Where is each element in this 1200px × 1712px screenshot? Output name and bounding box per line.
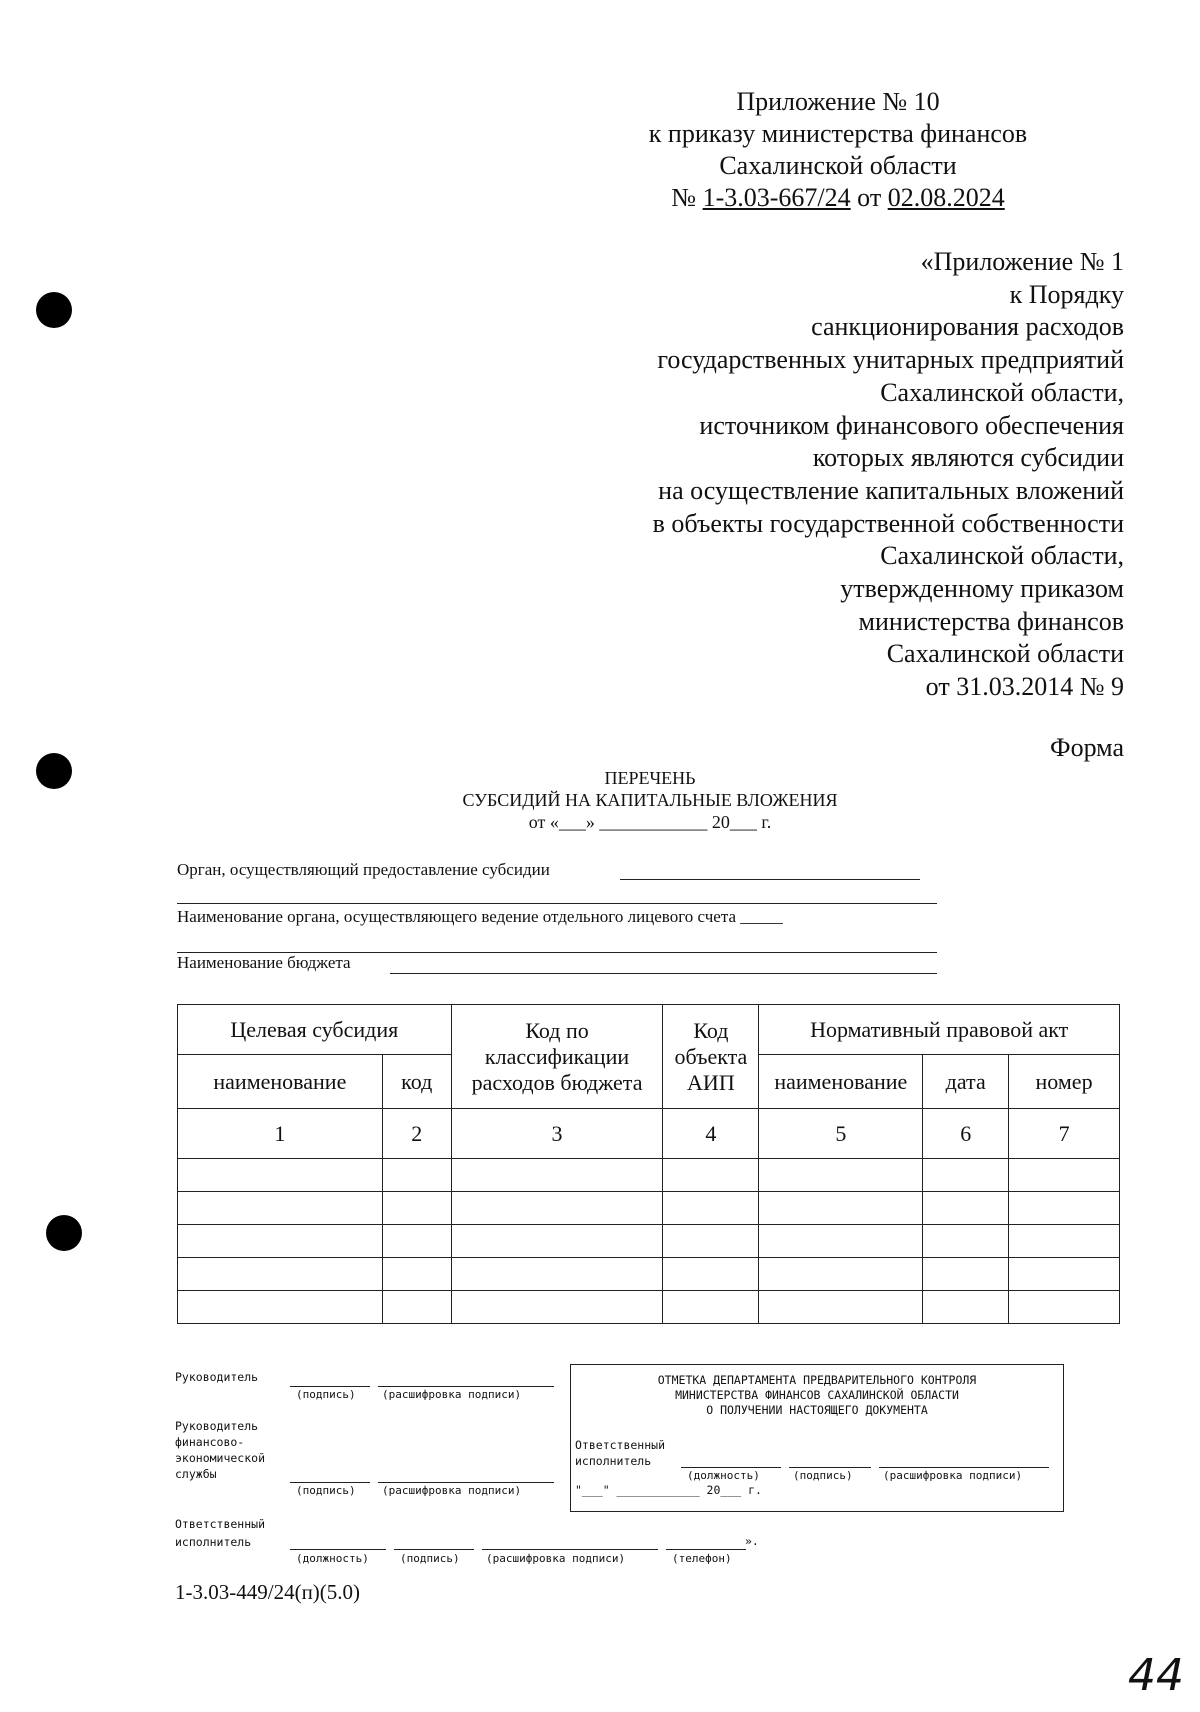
header-line-1: Приложение № 10 [736,87,940,116]
executor-sign-caption: (подпись) [400,1552,460,1565]
document-title [400,767,900,833]
fin-sign-line[interactable] [290,1482,370,1483]
budget-line[interactable] [390,973,937,974]
appendix-block [524,246,1124,704]
title-line-1: ПЕРЕЧЕНЬ [604,768,696,788]
fin-sign-caption: (подпись) [296,1484,356,1497]
stamp-decode-caption: (расшифровка подписи) [883,1469,1023,1482]
column-number: 6 [923,1109,1009,1159]
table-row [178,1258,1120,1291]
stamp-executor-label: Ответственный исполнитель [575,1438,666,1468]
appendix-line: к Порядку [1009,279,1124,309]
executor-label: Ответственный исполнитель [175,1517,266,1549]
handwritten-page-number: 44 [1128,1650,1184,1701]
appendix-line: санкционирования расходов [811,312,1124,342]
header-npa-name: наименование [759,1055,923,1109]
appendix-line: Сахалинской области, [880,541,1124,571]
organ-label: Орган, осуществляющий предоставление субсидии [177,860,550,879]
stamp-position-line[interactable] [681,1467,781,1468]
appendix-line: которых являются субсидии [812,443,1124,473]
stamp-box [570,1364,1064,1512]
appendix-line: министерства финансов [858,606,1124,636]
head-sign-caption: (подпись) [296,1388,356,1401]
stamp-date-line: "___" ____________ 20___ г. [575,1483,762,1497]
header-line-2: к приказу министерства финансов [648,119,1028,148]
document-code: 1-3.03-449/24(п)(5.0) [175,1580,361,1604]
appendix-line: на осуществление капитальных вложений [658,475,1124,505]
executor-decode-caption: (расшифровка подписи) [486,1552,626,1565]
executor-phone-line[interactable] [666,1549,746,1550]
head-decode-caption: (расшифровка подписи) [382,1388,522,1401]
punch-hole-middle [36,753,72,789]
title-date-line: от «___» ____________ 20___ г. [528,812,772,832]
column-number: 2 [382,1109,451,1159]
executor-position-caption: (должность) [296,1552,369,1565]
punch-hole-bottom [46,1215,82,1251]
table-row [178,1291,1120,1324]
organ-line[interactable] [620,879,920,880]
table-row [178,1192,1120,1225]
header-aip: Код объекта АИП [663,1005,759,1109]
appendix-line: источником финансового обеспечения [699,410,1124,440]
organ-line-2 [177,903,937,904]
column-number: 7 [1009,1109,1120,1159]
executor-phone-caption: (телефон) [672,1552,732,1565]
subsidies-table [177,1004,1120,1324]
header-target-subsidy: Целевая субсидия [178,1005,452,1055]
header-npa-number: номер [1009,1055,1120,1109]
header-code: код [382,1055,451,1109]
appendix-line: утвержденному приказом [840,574,1124,604]
budget-label: Наименование бюджета [177,953,351,972]
stamp-position-caption: (должность) [687,1469,760,1482]
executor-position-line[interactable] [290,1549,386,1550]
executor-sign-line[interactable] [394,1549,474,1550]
header-name: наименование [178,1055,383,1109]
fin-head-label: Руководитель финансово- экономической службы [175,1419,266,1481]
column-number: 1 [178,1109,383,1159]
appendix-line: Сахалинской области [886,639,1124,669]
table-row [178,1225,1120,1258]
punch-hole-top [36,292,72,328]
stamp-title: ОТМЕТКА ДЕПАРТАМЕНТА ПРЕДВАРИТЕЛЬНОГО КОНТРОЛЯ МИНИСТЕРСТВА ФИНАНСОВ САХАЛИНСКОЙ ОБЛАСТИ О ПОЛУЧЕНИИ НАСТОЯЩЕГО ДОКУМЕНТА [657,1373,977,1417]
appendix-line: государственных унитарных предприятий [657,345,1124,375]
header-line-3: Сахалинской области [719,151,957,180]
order-header [618,86,1058,214]
column-number: 5 [759,1109,923,1159]
head-label: Руководитель [175,1370,259,1384]
account-label: Наименование органа, осуществляющего ведение отдельного лицевого счета _____ [177,907,783,926]
stamp-sign-line[interactable] [789,1467,871,1468]
header-npa-date: дата [923,1055,1009,1109]
appendix-line: в объекты государственной собственности [652,508,1124,538]
header-kbk: Код по классификации расходов бюджета [451,1005,663,1109]
table-row [178,1159,1120,1192]
header-npa: Нормативный правовой акт [759,1005,1120,1055]
executor-decode-line[interactable] [482,1549,658,1550]
column-number: 3 [451,1109,663,1159]
header-number-line: № 1-3.03-667/24 от 02.08.2024 [671,183,1005,212]
appendix-line: «Приложение № 1 [920,247,1124,276]
order-number: 1-3.03-667/24 [702,183,851,212]
fin-decode-caption: (расшифровка подписи) [382,1484,522,1497]
title-line-2: СУБСИДИЙ НА КАПИТАЛЬНЫЕ ВЛОЖЕНИЯ [462,790,838,810]
form-label: Форма [1050,733,1124,762]
close-quote: ». [745,1534,759,1548]
appendix-line: от 31.03.2014 № 9 [925,672,1124,702]
head-sign-line[interactable] [290,1386,370,1387]
appendix-line: Сахалинской области, [880,377,1124,407]
stamp-sign-caption: (подпись) [793,1469,853,1482]
head-decode-line[interactable] [378,1386,554,1387]
order-date: 02.08.2024 [887,183,1005,212]
fin-decode-line[interactable] [378,1482,554,1483]
stamp-decode-line[interactable] [879,1467,1049,1468]
column-number: 4 [663,1109,759,1159]
